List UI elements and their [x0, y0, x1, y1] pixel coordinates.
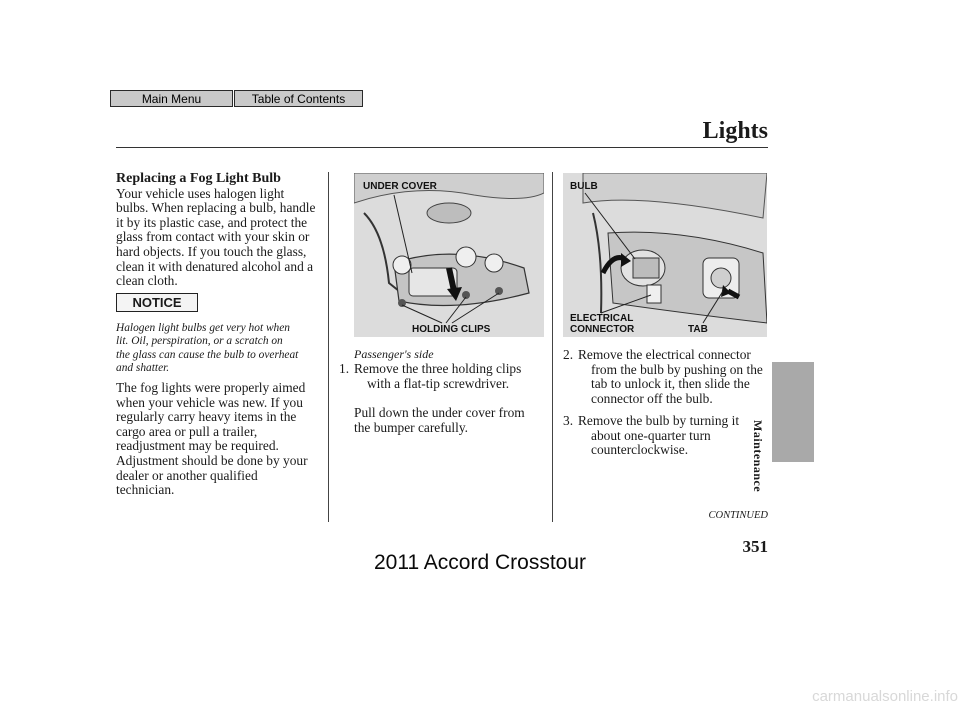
- text-line: counterclockwise.: [591, 442, 689, 458]
- bulb-label: BULB: [570, 181, 598, 192]
- step-3-number: 3.: [563, 413, 574, 428]
- text-line: Remove the electrical connector: [578, 347, 751, 362]
- site-watermark: carmanualsonline.info: [812, 688, 958, 705]
- main-menu-button[interactable]: Main Menu: [110, 90, 233, 107]
- page-title: Lights: [702, 118, 768, 144]
- text-line: Pull down the under cover from: [354, 405, 525, 421]
- text-line: about one-quarter turn: [591, 427, 711, 443]
- connector-label: CONNECTOR: [570, 324, 635, 335]
- text-line: clean it with denatured alcohol and a: [116, 258, 314, 274]
- step-3: [563, 414, 768, 458]
- bulb-connector-illustration: [563, 173, 767, 337]
- page-number: 351: [742, 537, 768, 556]
- text-line: readjustment may be required.: [116, 438, 279, 454]
- electrical-label: ELECTRICAL: [570, 313, 634, 324]
- header-rule: [116, 147, 768, 148]
- text-line: with a flat-tip screwdriver.: [367, 375, 510, 391]
- column-divider-right: [552, 172, 553, 522]
- column-divider-left: [328, 172, 329, 522]
- text-line: tab to unlock it, then slide the: [591, 376, 750, 392]
- text-line: regularly carry heavy items in the: [116, 409, 297, 425]
- figure-caption: Passenger's side: [354, 347, 434, 361]
- intro-paragraph: [116, 187, 326, 289]
- step-2: [563, 348, 768, 406]
- holding-clips-label: HOLDING CLIPS: [412, 324, 491, 335]
- section-side-tab: [772, 362, 814, 462]
- text-line: cargo area or pull a trailer,: [116, 423, 258, 439]
- text-line: connector off the bulb.: [591, 390, 713, 406]
- text-line: bulbs. When replacing a bulb, handle: [116, 200, 316, 216]
- text-line: it by its plastic case, and protect the: [116, 214, 308, 230]
- text-line: Adjustment should be done by your: [116, 452, 308, 468]
- notice-text: [116, 322, 328, 376]
- text-line: Halogen light bulbs get very hot when: [116, 322, 290, 334]
- aim-paragraph: [116, 381, 326, 498]
- text-line: hard objects. If you touch the glass,: [116, 243, 307, 259]
- text-line: and shatter.: [116, 362, 170, 375]
- text-line: glass from contact with your skin or: [116, 229, 310, 245]
- text-line: the bumper carefully.: [354, 419, 469, 435]
- text-line: Remove the bulb by turning it: [578, 413, 740, 428]
- under-cover-label: UNDER COVER: [363, 181, 437, 192]
- notice-badge: NOTICE: [116, 293, 198, 312]
- text-line: Remove the three holding clips: [354, 361, 522, 376]
- table-of-contents-button[interactable]: Table of Contents: [234, 90, 363, 107]
- text-line: from the bulb by pushing on the: [591, 361, 763, 377]
- tab-label: TAB: [688, 324, 708, 335]
- text-line: lit. Oil, perspiration, or a scratch on: [116, 335, 283, 348]
- text-line: The fog lights were properly aimed: [116, 380, 306, 395]
- text-line: when your vehicle was new. If you: [116, 394, 303, 410]
- step-1-number: 1.: [339, 361, 350, 376]
- left-column: [116, 172, 326, 289]
- section-heading: Replacing a Fog Light Bulb: [116, 171, 281, 186]
- watermark-title: 2011 Accord Crosstour: [373, 551, 587, 574]
- text-line: Your vehicle uses halogen light: [116, 185, 285, 201]
- step-2-number: 2.: [563, 347, 574, 362]
- step-1: [339, 362, 549, 435]
- text-line: clean cloth.: [116, 273, 178, 289]
- under-cover-drawing: [354, 173, 544, 337]
- under-cover-illustration: [354, 173, 544, 337]
- text-line: technician.: [116, 482, 175, 498]
- text-line: the glass can cause the bulb to overheat: [116, 348, 299, 361]
- section-side-label: Maintenance: [751, 420, 765, 493]
- text-line: dealer or another qualified: [116, 467, 258, 483]
- continued-label: CONTINUED: [708, 510, 768, 521]
